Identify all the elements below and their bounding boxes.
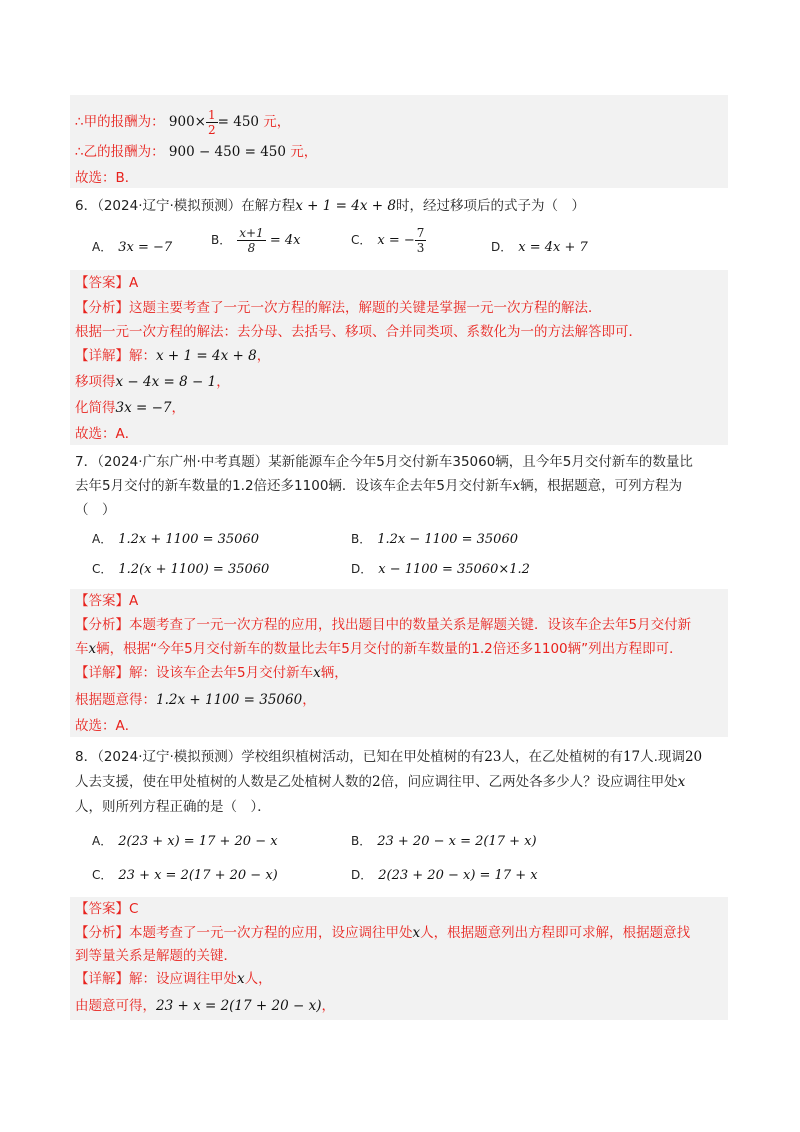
q6-detail-1: 【详解】解：x + 1 = 4x + 8， — [75, 348, 271, 364]
q8-answer: 【答案】C — [75, 901, 139, 917]
q8-option-c: C． 23 + x = 2(17 + 20 − x) — [92, 868, 278, 883]
fraction-one-half: $\frac{1}{2}$ — [207, 107, 216, 137]
q7-option-d: D． x − 1100 = 35060×1.2 — [351, 562, 530, 577]
q7-stem-2: 去年5月交付的新车数量的1.2倍还多1100辆．设该车企去年5月交付新车x辆，根据题意，可列方程为 — [75, 478, 683, 494]
q8-equation: 由题意可得，23 + x = 2(17 + 20 − x)， — [75, 998, 335, 1014]
q6-step-3: 化简得3x = −7， — [75, 400, 185, 416]
q6-option-c: C． x = − $\frac{7}{3}$ — [351, 226, 425, 255]
q8-stem-2: 人去支援，使在甲处植树的人数是乙处植树人数的2倍，问应调往甲、乙两处各多少人？设应调往甲处x — [75, 774, 686, 790]
q6-stem: 6．（2024·辽宁·模拟预测）在解方程x + 1 = 4x + 8时，经过移项后的式子为（ ） — [75, 198, 585, 214]
q7-detail: 【详解】解：设该车企去年5月交付新车x辆， — [75, 665, 348, 681]
top-line-2: ∴乙的报酬为： 900 − 450 = 450 元， — [75, 144, 318, 160]
q7-stem-3: （ ） — [75, 502, 116, 518]
q8-option-b: B． 23 + 20 − x = 2(17 + x) — [351, 834, 537, 849]
q8-option-a: A． 2(23 + x) = 17 + 20 − x — [92, 834, 278, 849]
q6-option-d: D． x = 4x + 7 — [491, 240, 588, 255]
q7-option-c: C． 1.2(x + 1100) = 35060 — [92, 562, 270, 577]
q6-step-2: 移项得x − 4x = 8 − 1， — [75, 374, 230, 390]
q6-analysis-2: 根据一元一次方程的解法：去分母、去括号、移项、合并同类项、系数化为一的方法解答即可． — [75, 324, 642, 340]
q7-option-b: B． 1.2x − 1100 = 35060 — [351, 532, 518, 547]
q8-detail: 【详解】解：设应调往甲处x人， — [75, 971, 272, 987]
q6-analysis-1: 【分析】这题主要考查了一元一次方程的解法，解题的关键是掌握一元一次方程的解法． — [75, 300, 602, 316]
q7-analysis-2: 车x辆，根据“今年5月交付新车的数量比去年5月交付的新车数量的1.2倍还多1100辆”列出方程即可． — [75, 641, 683, 657]
q7-equation: 根据题意得：1.2x + 1100 = 35060， — [75, 692, 316, 708]
q8-analysis-1: 【分析】本题考查了一元一次方程的应用，设应调往甲处x人，根据题意列出方程即可求解，根据题意找 — [75, 925, 691, 941]
top-line-3: 故选：B． — [75, 170, 139, 186]
q7-option-a: A． 1.2x + 1100 = 35060 — [92, 532, 259, 547]
top-line-1: ∴甲的报酬为： 900× $\frac{1}{2}$ = 450 元， — [75, 107, 291, 137]
q7-answer: 【答案】A — [75, 593, 139, 609]
q6-choose: 故选：A． — [75, 426, 139, 442]
q6-option-b: B． $\frac{x+1}{8}$ = 4x — [211, 226, 301, 255]
q7-stem-1: 7．（2024·广东广州·中考真题）某新能源车企今年5月交付新车35060辆，且今年5月交付新车的数量比 — [75, 454, 693, 470]
q8-option-d: D． 2(23 + 20 − x) = 17 + x — [351, 868, 538, 883]
q7-choose: 故选：A． — [75, 718, 139, 734]
q8-analysis-2: 到等量关系是解题的关键． — [75, 948, 237, 964]
q7-analysis-1: 【分析】本题考查了一元一次方程的应用，找出题目中的数量关系是解题关键．设该车企去年5月交付新 — [75, 617, 692, 633]
q8-stem-3: 人，则所列方程正确的是（ ）． — [75, 799, 271, 815]
q6-answer: 【答案】A — [75, 275, 139, 291]
q6-option-a: A． 3x = −7 — [92, 240, 173, 255]
q8-stem-1: 8．（2024·辽宁·模拟预测）学校组织植树活动，已知在甲处植树的有23人，在乙处植树的有17人.现调20 — [75, 749, 703, 765]
